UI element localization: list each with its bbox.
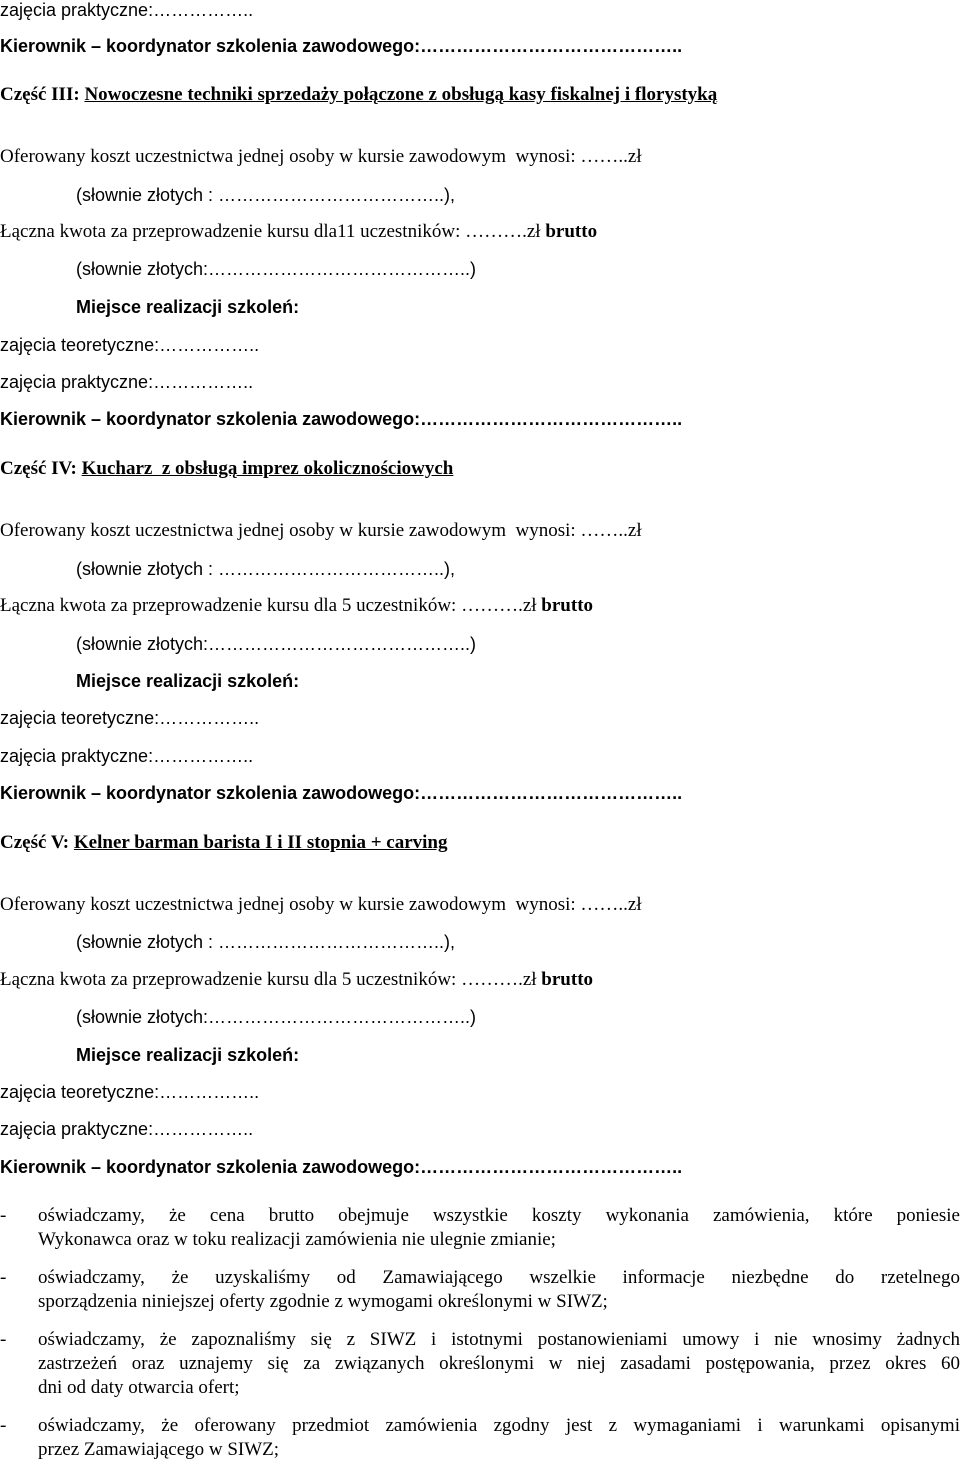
brutto-label: brutto xyxy=(545,221,598,242)
section-heading xyxy=(0,457,453,481)
declaration-line: oświadczamy, że cena brutto obejmuje wszystkie koszty wykonania zamówienia, które poniesie xyxy=(38,1205,960,1226)
section-prefix: Część V: xyxy=(0,832,74,853)
slownie-line: (słownie złotych : ………………………………..), xyxy=(76,559,456,579)
slownie-line: (słownie złotych:……………………………………..) xyxy=(76,259,477,279)
praktyczne-line: zajęcia praktyczne:…………….. xyxy=(0,0,254,20)
oferowany-line: Oferowany koszt uczestnictwa jednej osoby w kursie zawodowym wynosi: ……..zł xyxy=(0,146,642,167)
miejsce-heading: Miejsce realizacji szkoleń: xyxy=(76,1045,300,1065)
praktyczne-line: zajęcia praktyczne:…………….. xyxy=(0,746,254,766)
declaration-line: dni od daty otwarcia ofert; xyxy=(38,1377,240,1398)
kierownik-line: Kierownik – koordynator szkolenia zawodowego:…………………………………….. xyxy=(0,36,683,56)
praktyczne-line: zajęcia praktyczne:…………….. xyxy=(0,1119,254,1139)
declaration-line: Wykonawca oraz w toku realizacji zamówienia nie ulegnie zmianie; xyxy=(38,1229,556,1250)
praktyczne-line: zajęcia praktyczne:…………….. xyxy=(0,372,254,392)
brutto-label: brutto xyxy=(541,595,594,616)
laczna-line xyxy=(0,594,593,618)
kierownik-line: Kierownik – koordynator szkolenia zawodowego:…………………………………….. xyxy=(0,409,683,429)
miejsce-heading: Miejsce realizacji szkoleń: xyxy=(76,671,300,691)
section-heading xyxy=(0,831,448,855)
section-title: Kucharz z obsługą imprez okolicznościowych xyxy=(81,458,454,479)
dash-marker: - xyxy=(0,1329,7,1350)
oferowany-line: Oferowany koszt uczestnictwa jednej osoby w kursie zawodowym wynosi: ……..zł xyxy=(0,520,642,541)
brutto-label: brutto xyxy=(541,969,594,990)
laczna-line xyxy=(0,220,597,244)
declaration-line: oświadczamy, że zapoznaliśmy się z SIWZ i istotnymi postanowieniami umowy i nie wnosimy żadnych xyxy=(38,1329,960,1350)
teoretyczne-line: zajęcia teoretyczne:…………….. xyxy=(0,1082,260,1102)
laczna-line xyxy=(0,968,593,992)
laczna-text: Łączna kwota za przeprowadzenie kursu dla 5 uczestników: ……….zł xyxy=(0,969,542,990)
oferowany-line: Oferowany koszt uczestnictwa jednej osoby w kursie zawodowym wynosi: ……..zł xyxy=(0,894,642,915)
section-prefix: Część III: xyxy=(0,84,85,105)
slownie-line: (słownie złotych:……………………………………..) xyxy=(76,634,477,654)
slownie-line: (słownie złotych : ………………………………..), xyxy=(76,932,456,952)
laczna-text: Łączna kwota za przeprowadzenie kursu dla 5 uczestników: ……….zł xyxy=(0,595,542,616)
dash-marker: - xyxy=(0,1205,7,1226)
laczna-text: Łączna kwota za przeprowadzenie kursu dla11 uczestników: ……….zł xyxy=(0,221,546,242)
declaration-line: oświadczamy, że oferowany przedmiot zamówienia zgodny jest z wymaganiami i warunkami opisanymi xyxy=(38,1415,960,1436)
kierownik-line: Kierownik – koordynator szkolenia zawodowego:…………………………………….. xyxy=(0,1157,683,1177)
dash-marker: - xyxy=(0,1415,7,1436)
section-heading xyxy=(0,83,717,107)
declaration-line: zastrzeżeń oraz uznajemy się za związanych określonymi w niej zasadami postępowania, przez okres 60 xyxy=(38,1353,960,1374)
section-title: Kelner barman barista I i II stopnia + carving xyxy=(73,832,448,853)
declaration-line: sporządzenia niniejszej oferty zgodnie z wymogami określonymi w SIWZ; xyxy=(38,1291,608,1312)
miejsce-heading: Miejsce realizacji szkoleń: xyxy=(76,297,300,317)
slownie-line: (słownie złotych:……………………………………..) xyxy=(76,1007,477,1027)
declaration-line: oświadczamy, że uzyskaliśmy od Zamawiającego wszelkie informacje niezbędne do rzetelnego xyxy=(38,1267,960,1288)
slownie-line: (słownie złotych : ………………………………..), xyxy=(76,185,456,205)
section-title: Nowoczesne techniki sprzedaży połączone z obsługą kasy fiskalnej i florystyką xyxy=(84,84,718,105)
teoretyczne-line: zajęcia teoretyczne:…………….. xyxy=(0,708,260,728)
section-prefix: Część IV: xyxy=(0,458,82,479)
kierownik-line: Kierownik – koordynator szkolenia zawodowego:…………………………………….. xyxy=(0,783,683,803)
dash-marker: - xyxy=(0,1267,7,1288)
declaration-line: przez Zamawiającego w SIWZ; xyxy=(38,1439,280,1460)
teoretyczne-line: zajęcia teoretyczne:…………….. xyxy=(0,335,260,355)
